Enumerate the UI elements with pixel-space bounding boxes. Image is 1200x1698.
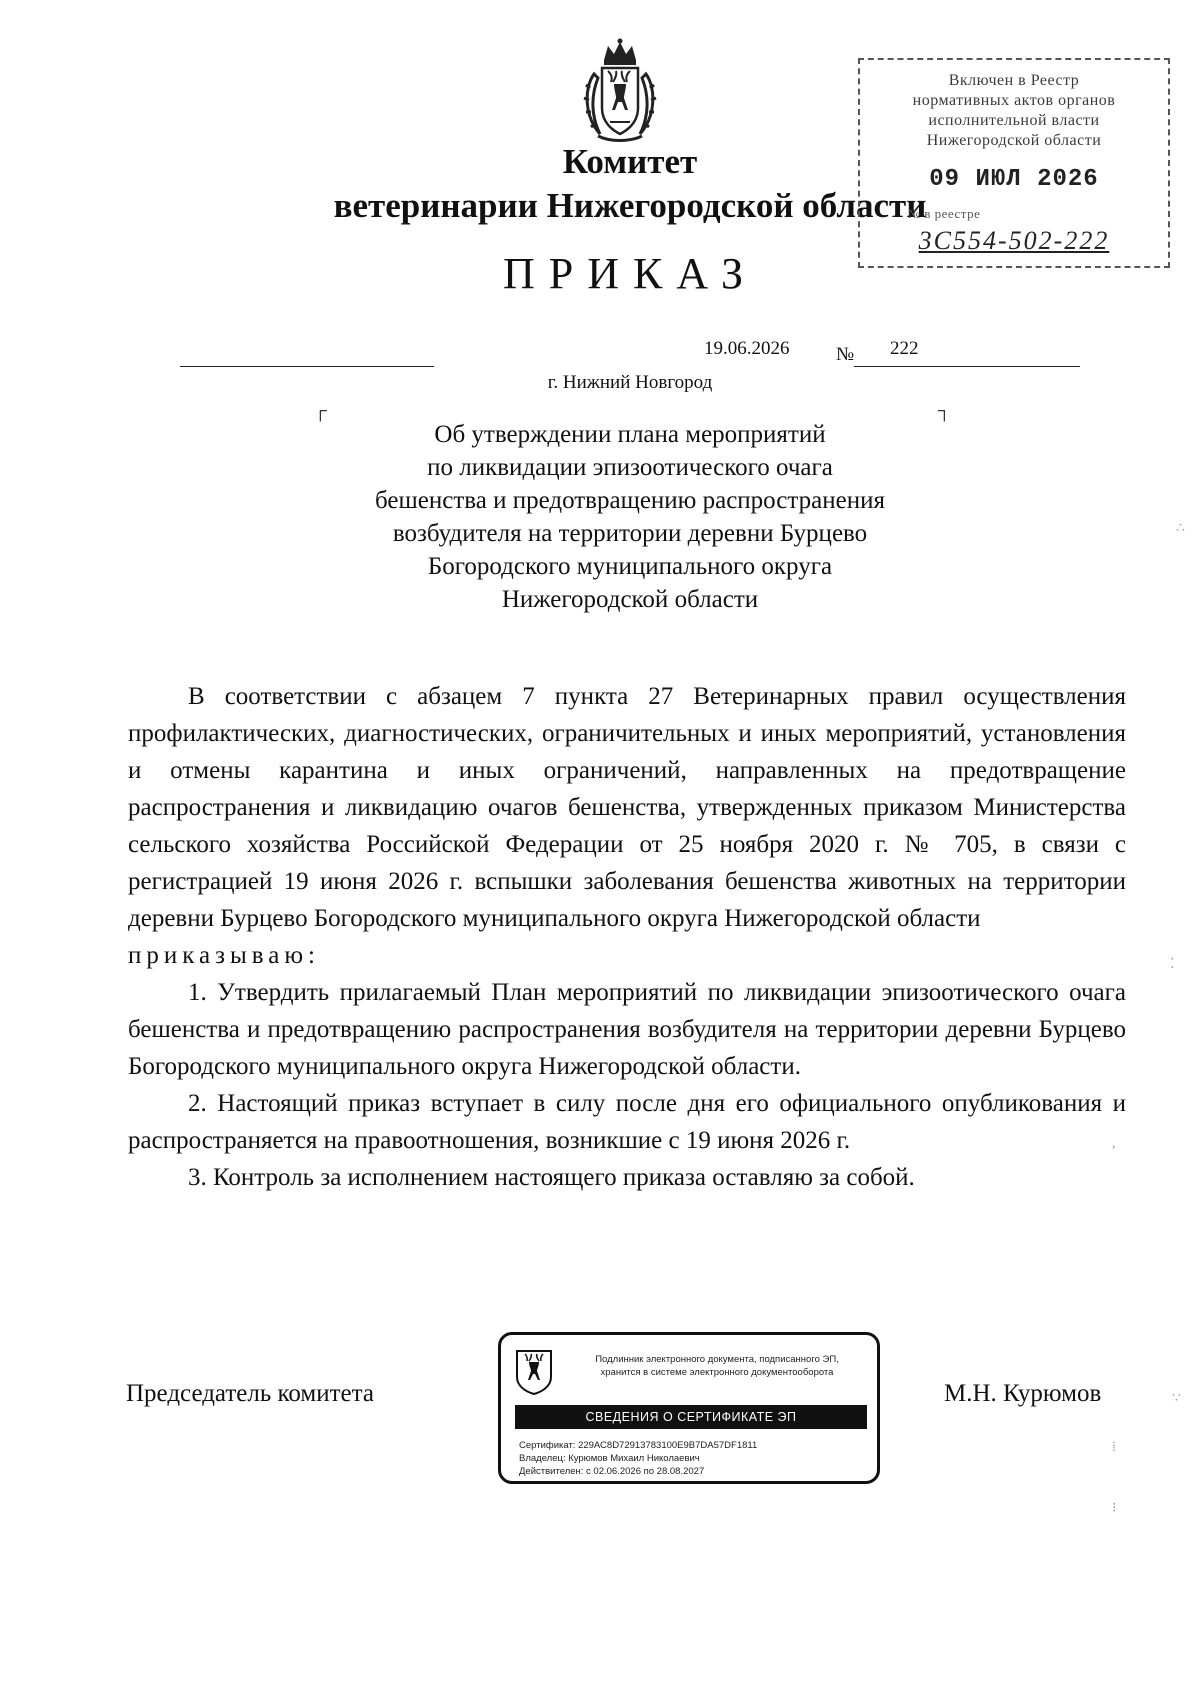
ep-stamp-certificate: Сертификат: 229АС8D72913783100Е9В7DA57DF1811	[519, 1440, 758, 1451]
ep-stamp-text-line1: Подлинник электронного документа, подписанного ЭП,	[595, 1354, 839, 1365]
subject-line5: Богородского муниципального округа	[427, 553, 833, 580]
scan-speck: ⁝	[1112, 1501, 1117, 1516]
scan-speck: ∴	[1176, 521, 1185, 536]
scan-speck: ⁞	[1112, 1440, 1116, 1455]
ep-stamp-owner: Владелец: Курюмов Михаил Николаевич	[519, 1453, 700, 1464]
subject-corner-left: ┌	[314, 400, 327, 420]
registry-stamp-line2: нормативных актов органов	[912, 92, 1116, 109]
organization-title-line1: Комитет	[562, 142, 698, 181]
registry-stamp-line1: Включен в Реестр	[948, 72, 1080, 89]
order-item-1: 1. Утвердить прилагаемый План мероприятий по ликвидации эпизоотического очага бешенства и предотвращению распространения возбудителя на территории деревни Бурцево Богородского муниципального округа Нижегородской области.	[128, 979, 1126, 1080]
deer-emblem-icon	[515, 1349, 553, 1395]
order-word: приказываю:	[128, 942, 320, 969]
subject-line1: Об утверждении плана мероприятий	[434, 421, 826, 448]
subject-line3: бешенства и предотвращению распространения	[375, 487, 885, 514]
registry-stamp	[858, 58, 1170, 268]
scan-speck: ,	[1112, 1136, 1116, 1151]
ep-stamp-text-line2: хранится в системе электронного документооборота	[600, 1367, 834, 1378]
order-item-3: 3. Контроль за исполнением настоящего приказа оставляю за собой.	[188, 1164, 915, 1191]
document-type: ПРИКАЗ	[502, 249, 758, 298]
subject-line4: возбудителя на территории деревни Бурцево	[392, 520, 868, 547]
document-city: г. Нижний Новгород	[547, 372, 713, 393]
scan-speck: ∵	[1172, 1391, 1181, 1406]
ep-stamp-certificate-info	[519, 1439, 757, 1478]
electronic-signature-stamp	[498, 1332, 880, 1484]
ep-stamp-text	[567, 1353, 867, 1379]
subject-corner-right: ┐	[938, 400, 951, 420]
subject-line6: Нижегородской области	[501, 586, 759, 613]
subject-line2: по ликвидации эпизоотического очага	[427, 454, 833, 481]
registry-stamp-reg-number: 3С554-502-222	[918, 226, 1110, 255]
organization-title-line2: ветеринарии Нижегородской области	[333, 186, 927, 225]
registry-stamp-reg-label: № в реестре	[907, 206, 981, 221]
date-underline-left	[180, 366, 434, 367]
signatory-name: М.Н. Курюмов	[944, 1380, 1102, 1407]
signatory-position: Председатель комитета	[126, 1380, 374, 1407]
ep-stamp-bar-label: СВЕДЕНИЯ О СЕРТИФИКАТЕ ЭП	[515, 1405, 867, 1429]
document-subject	[0, 418, 1200, 616]
document-date: 19.06.2026	[704, 338, 790, 359]
document-body	[128, 678, 1126, 1196]
ep-stamp-valid: Действителен: с 02.06.2026 по 28.08.2027	[519, 1466, 705, 1477]
scan-speck: ⁚	[1170, 957, 1175, 972]
document-number: 222	[890, 338, 919, 359]
registry-stamp-line3: исполнительной власти	[928, 112, 1100, 129]
number-underline	[854, 366, 1080, 367]
registry-stamp-line4: Нижегородской области	[926, 132, 1102, 149]
order-item-2: 2. Настоящий приказ вступает в силу после дня его официального опубликования и распространяется на правоотношения, возникшие с 19 июня 2026 г.	[128, 1090, 1126, 1154]
coat-of-arms-icon	[580, 38, 660, 146]
number-label: №	[836, 344, 855, 365]
registry-stamp-date: 09 ИЮЛ 2026	[929, 166, 1099, 193]
preamble-paragraph: В соответствии с абзацем 7 пункта 27 Ветеринарных правил осуществления профилактических, диагностических, ограничительных и иных мероприятий, установления и отмены карантина и иных ограничений, направленных на предотвращение распространения и ликвидацию очагов бешенства, утвержденных приказом Министерства сельского хозяйства Российской Федерации от 25 ноября 2020 г. № 705, в связи с регистрацией 19 июня 2026 г. вспышки заболевания бешенства животных на территории деревни Бурцево Богородского муниципального округа Нижегородской области	[128, 683, 1126, 932]
